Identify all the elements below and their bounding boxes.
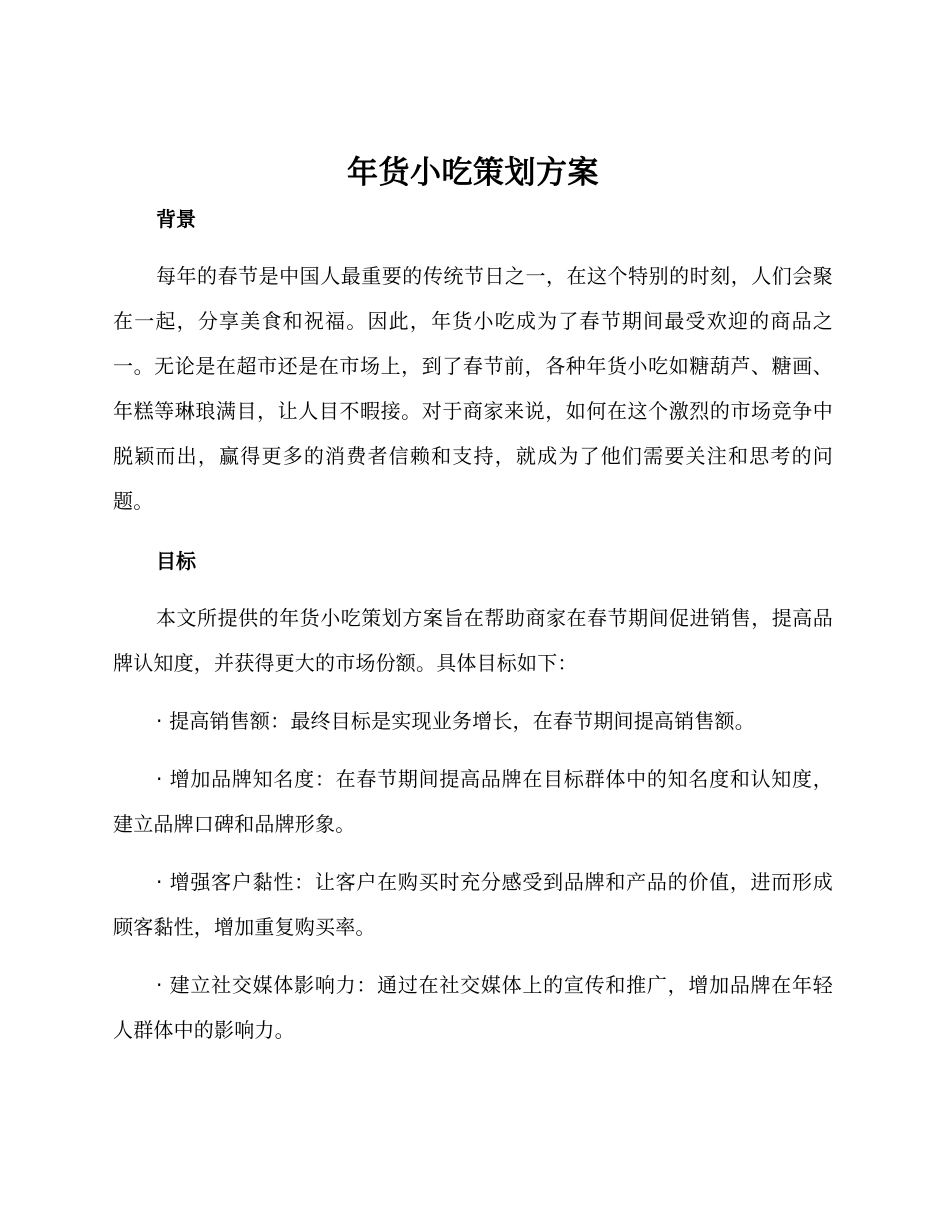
goal-bullet-customer-loyalty: · 增强客户黏性：让客户在购买时充分感受到品牌和产品的价值，进而形成顾客黏性，增加重复购买率。 [113,870,833,939]
goals-intro-paragraph: 本文所提供的年货小吃策划方案旨在帮助商家在春节期间促进销售，提高品牌认知度，并获得更大的市场份额。具体目标如下： [113,606,833,675]
document-title: 年货小吃策划方案 [347,155,599,191]
section-heading-goals: 目标 [156,549,196,573]
goal-bullet-sales: · 提高销售额：最终目标是实现业务增长，在春节期间提高销售额。 [156,709,755,733]
section-heading-background: 背景 [156,207,196,231]
goal-bullet-brand-awareness: · 增加品牌知名度：在春节期间提高品牌在目标群体中的知名度和认知度，建立品牌口碑和品牌形象。 [113,767,833,836]
document-page [113,150,833,1053]
goal-bullet-social-media: · 建立社交媒体影响力：通过在社交媒体上的宣传和推广，增加品牌在年轻人群体中的影响力。 [113,973,833,1042]
background-paragraph: 每年的春节是中国人最重要的传统节日之一，在这个特别的时刻，人们会聚在一起，分享美食和祝福。因此，年货小吃成为了春节期间最受欢迎的商品之一。无论是在超市还是在市场上，到了春节前，各种年货小吃如糖葫芦、糖画、年糕等琳琅满目，让人目不暇接。对于商家来说，如何在这个激烈的市场竞争中脱颖而出，赢得更多的消费者信赖和支持，就成为了他们需要关注和思考的问题。 [113,264,833,513]
